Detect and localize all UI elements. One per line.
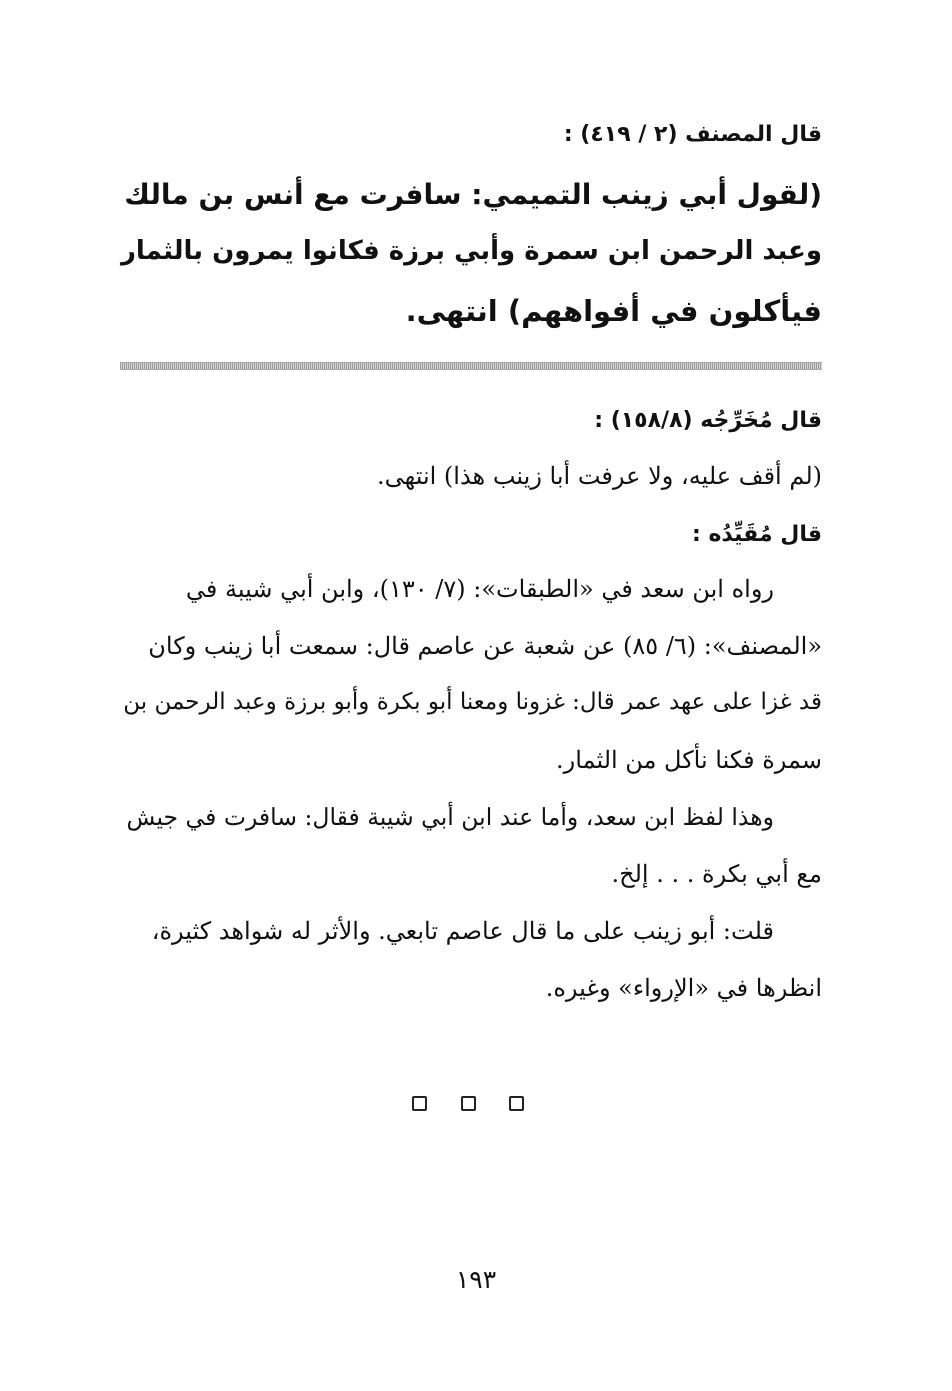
ornament-square-icon <box>461 1096 476 1111</box>
annotator-paragraph-1-line-1: رواه ابن سعد في «الطبقات»: (٧/ ١٣٠)، وابن أبي شيبة في <box>185 575 774 603</box>
author-quote-line-1: (لقول أبي زينب التميمي: سافرت مع أنس بن مالك <box>124 178 822 211</box>
author-quote-line-3: فيأكلون في أفواههم) انتهى. <box>405 294 822 328</box>
annotator-paragraph-1-line-4: سمرة فكنا نأكل من الثمار. <box>556 746 822 774</box>
annotator-paragraph-3-line-1: قلت: أبو زينب على ما قال عاصم تابعي. والأثر له شواهد كثيرة، <box>151 917 774 945</box>
annotator-paragraph-2-line-2: مع أبي بكرة . . . إلخ. <box>611 860 822 888</box>
section-end-ornament <box>412 1096 524 1111</box>
ornament-square-icon <box>509 1096 524 1111</box>
annotator-paragraph-1-line-3: قد غزا على عهد عمر قال: غزونا ومعنا أبو بكرة وأبو برزة وعبد الرحمن بن <box>123 689 822 715</box>
section-divider <box>120 362 822 370</box>
editor-heading: قال مُخَرِّجُه (١٥٨/٨) : <box>594 408 822 433</box>
annotator-paragraph-1-line-2: «المصنف»: (٦/ ٨٥) عن شعبة عن عاصم قال: سمعت أبا زينب وكان <box>148 632 822 660</box>
author-heading: قال المصنف (٢ / ٤١٩) : <box>563 122 822 147</box>
ornament-square-icon <box>412 1096 427 1111</box>
author-quote-line-2: وعبد الرحمن ابن سمرة وأبي برزة فكانوا يمرون بالثمار <box>120 236 822 266</box>
page-number: ١٩٣ <box>455 1265 497 1294</box>
editor-quote-line-1: (لم أقف عليه، ولا عرفت أبا زينب هذا) انتهى. <box>377 462 822 490</box>
annotator-heading: قال مُقَيِّدُه : <box>691 522 822 547</box>
annotator-paragraph-2-line-1: وهذا لفظ ابن سعد، وأما عند ابن أبي شيبة فقال: سافرت في جيش <box>126 803 774 831</box>
annotator-paragraph-3-line-2: انظرها في «الإرواء» وغيره. <box>545 974 822 1002</box>
